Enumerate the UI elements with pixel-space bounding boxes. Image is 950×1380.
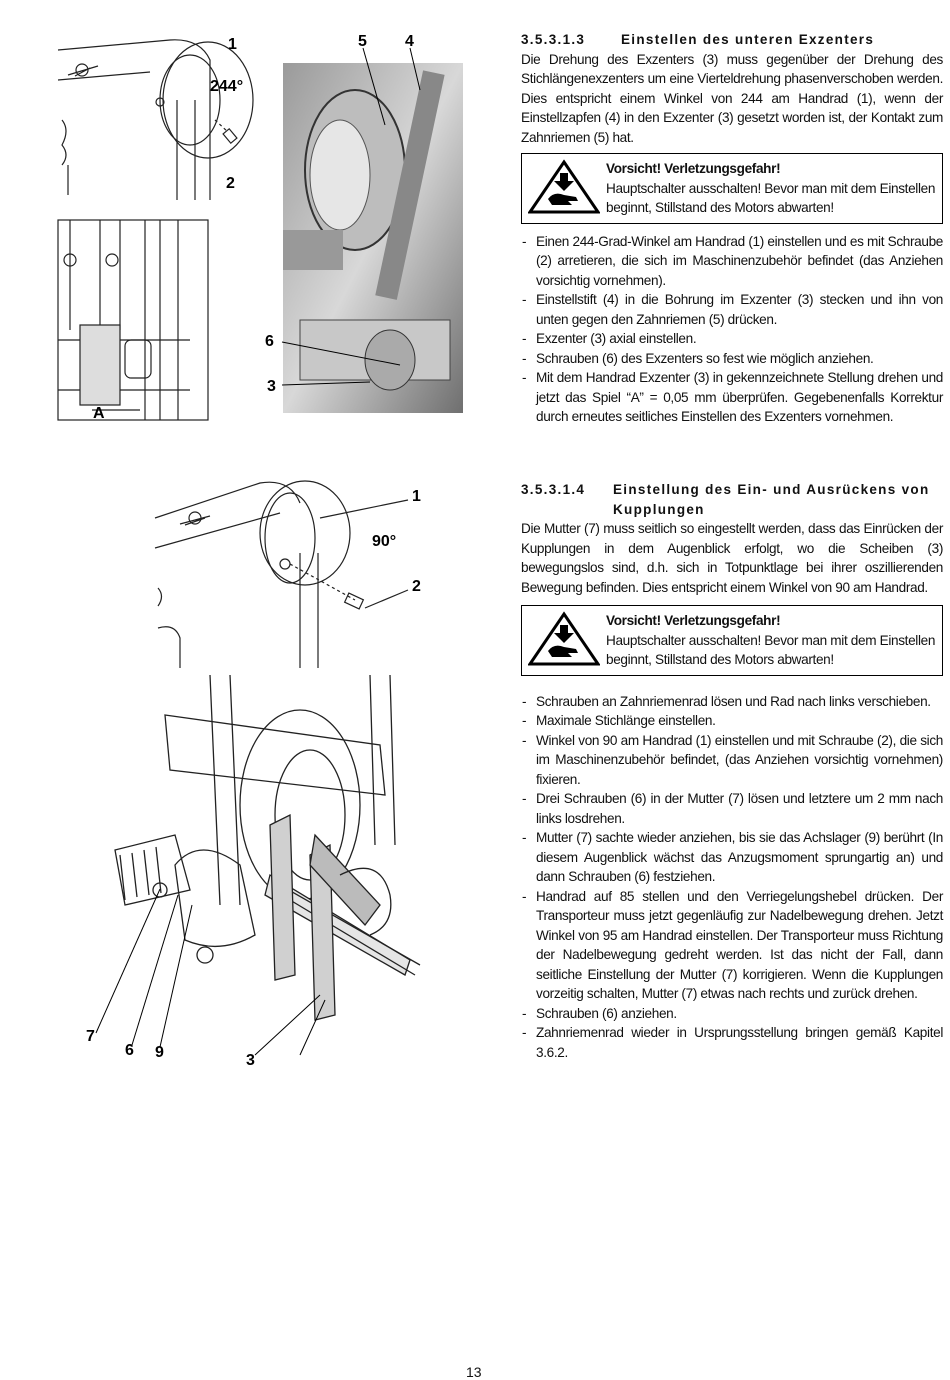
figure-handwheel-90 xyxy=(150,478,440,673)
figure-handwheel-244 xyxy=(50,20,280,430)
warning-title: Vorsicht! Verletzungsgefahr! xyxy=(606,161,781,176)
section-intro: Die Drehung des Exzenters (3) muss gegenüber der Drehung des Stichlängenexzenters um eine Vierteldrehung phasenverschoben werden. Dies entspricht einem Winkel von 244 am Handrad (1), wenn der Einstellzapfen (4) in den Exzenter (3) gesetzt worden ist, der Kontakt zum Zahnriemen (5) hat. xyxy=(521,51,943,145)
label-7: 7 xyxy=(86,1028,95,1045)
section-3-5-3-1-3 xyxy=(521,30,943,427)
list-item: - Schrauben (6) des Exzenters so fest wie möglich anziehen. xyxy=(521,349,943,369)
section-title: Einstellung des Ein- und Ausrückens von Kupplungen xyxy=(613,482,930,517)
list-item: - Drei Schrauben (6) in der Mutter (7) lösen und letztere um 2 mm nach links losdrehen. xyxy=(521,789,943,828)
label-angle-244: 244° xyxy=(210,78,244,95)
list-item: - Einen 244-Grad-Winkel am Handrad (1) einstellen und es mit Schraube (2) arretieren, die sich im Maschinenzubehör befindet (das Anziehen vorsichtig vornehmen). xyxy=(521,232,943,291)
section-number: 3.5.3.1.3 xyxy=(521,32,586,47)
section-heading xyxy=(521,480,943,519)
list-item: - Schrauben an Zahnriemenrad lösen und Rad nach links verschieben. xyxy=(521,692,943,712)
label-6: 6 xyxy=(265,333,274,350)
section-intro: Die Mutter (7) muss seitlich so eingestellt werden, dass das Einrücken der Kupplungen in dem Augenblick erfolgt, wo die Scheiben (3) bewegungslos sind, d.h. sich in Totpunktlage bei ihrer oszillierenden Bewegung befinden. Dies entspricht einem Winkel von 90 am Handrad. xyxy=(521,521,943,595)
figure-clutch-cutaway xyxy=(80,675,440,1075)
label-4: 4 xyxy=(405,33,414,50)
list-item: - Exzenter (3) axial einstellen. xyxy=(521,329,943,349)
list-item: - Winkel von 90 am Handrad (1) einstellen und mit Schraube (2), die sich im Maschinenzubehör befindet, (das Anziehen vorsichtig vornehmen) fixieren. xyxy=(521,731,943,790)
steps-list xyxy=(521,692,943,1063)
hand-injury-warning-icon xyxy=(528,159,600,215)
label-3: 3 xyxy=(246,1052,255,1069)
figure-eccentric-photo xyxy=(260,30,465,415)
list-item: - Mit dem Handrad Exzenter (3) in gekennzeichnete Stellung drehen und jetzt das Spiel “A” = 0,05 mm überprüfen. Gegebenenfalls Korrektur durch erneutes seitliches Einstellen des Exzenters vornehmen. xyxy=(521,368,943,427)
page-number: 13 xyxy=(466,1364,482,1380)
label-1: 1 xyxy=(412,488,421,505)
label-1: 1 xyxy=(228,36,237,53)
label-9: 9 xyxy=(155,1044,164,1061)
label-6: 6 xyxy=(125,1042,134,1059)
list-item: - Schrauben (6) anziehen. xyxy=(521,1004,943,1024)
section-number: 3.5.3.1.4 xyxy=(521,482,586,497)
hand-injury-warning-icon xyxy=(528,611,600,667)
label-A: A xyxy=(93,405,105,422)
label-5: 5 xyxy=(358,33,367,50)
list-item: - Maximale Stichlänge einstellen. xyxy=(521,711,943,731)
list-item: - Mutter (7) sachte wieder anziehen, bis sie das Achslager (9) berührt (In diesem Augenblick wächst das Anzugsmoment sprungartig an) und dann Schrauben (6) festziehen. xyxy=(521,828,943,887)
label-angle-90: 90° xyxy=(372,533,397,550)
handwheel-244-drawing xyxy=(50,20,280,430)
clutch-cutaway-drawing xyxy=(80,675,440,1075)
warning-box xyxy=(521,605,943,676)
warning-box xyxy=(521,153,943,224)
warning-text: Hauptschalter ausschalten! Bevor man mit dem Einstellen beginnt, Stillstand des Motors abwarten! xyxy=(606,632,936,667)
label-2: 2 xyxy=(412,578,421,595)
steps-list xyxy=(521,232,943,427)
handwheel-90-drawing xyxy=(150,478,440,673)
section-3-5-3-1-4 xyxy=(521,480,943,1062)
section-title: Einstellen des unteren Exzenters xyxy=(621,32,875,47)
list-item: - Einstellstift (4) in die Bohrung im Exzenter (3) stecken und ihn von unten gegen den Zahnriemen (5) drücken. xyxy=(521,290,943,329)
label-3: 3 xyxy=(267,378,276,395)
warning-text: Hauptschalter ausschalten! Bevor man mit dem Einstellen beginnt, Stillstand des Motors abwarten! xyxy=(606,180,936,215)
list-item: - Handrad auf 85 stellen und den Verriegelungshebel drücken. Der Transporteur muss jetzt gegenläufig zur Nadelbewegung drehen. Jetzt Winkel von 95 am Handrad einstellen. Der Transporteur muss Richtung der Nadelbewegung gedreht werden. Ist das nicht der Fall, dann seitliche Einstellung der Mutter (7) korrigieren. Wenn die Kupplungen vorzeitig schalten, Mutter (7) etwas nach rechts und zurück drehen. xyxy=(521,887,943,1004)
list-item: - Zahnriemenrad wieder in Ursprungsstellung bringen gemäß Kapitel 3.6.2. xyxy=(521,1023,943,1062)
section-heading xyxy=(521,30,943,50)
warning-title: Vorsicht! Verletzungsgefahr! xyxy=(606,613,781,628)
eccentric-photo-drawing xyxy=(260,30,465,415)
label-2: 2 xyxy=(226,175,235,192)
